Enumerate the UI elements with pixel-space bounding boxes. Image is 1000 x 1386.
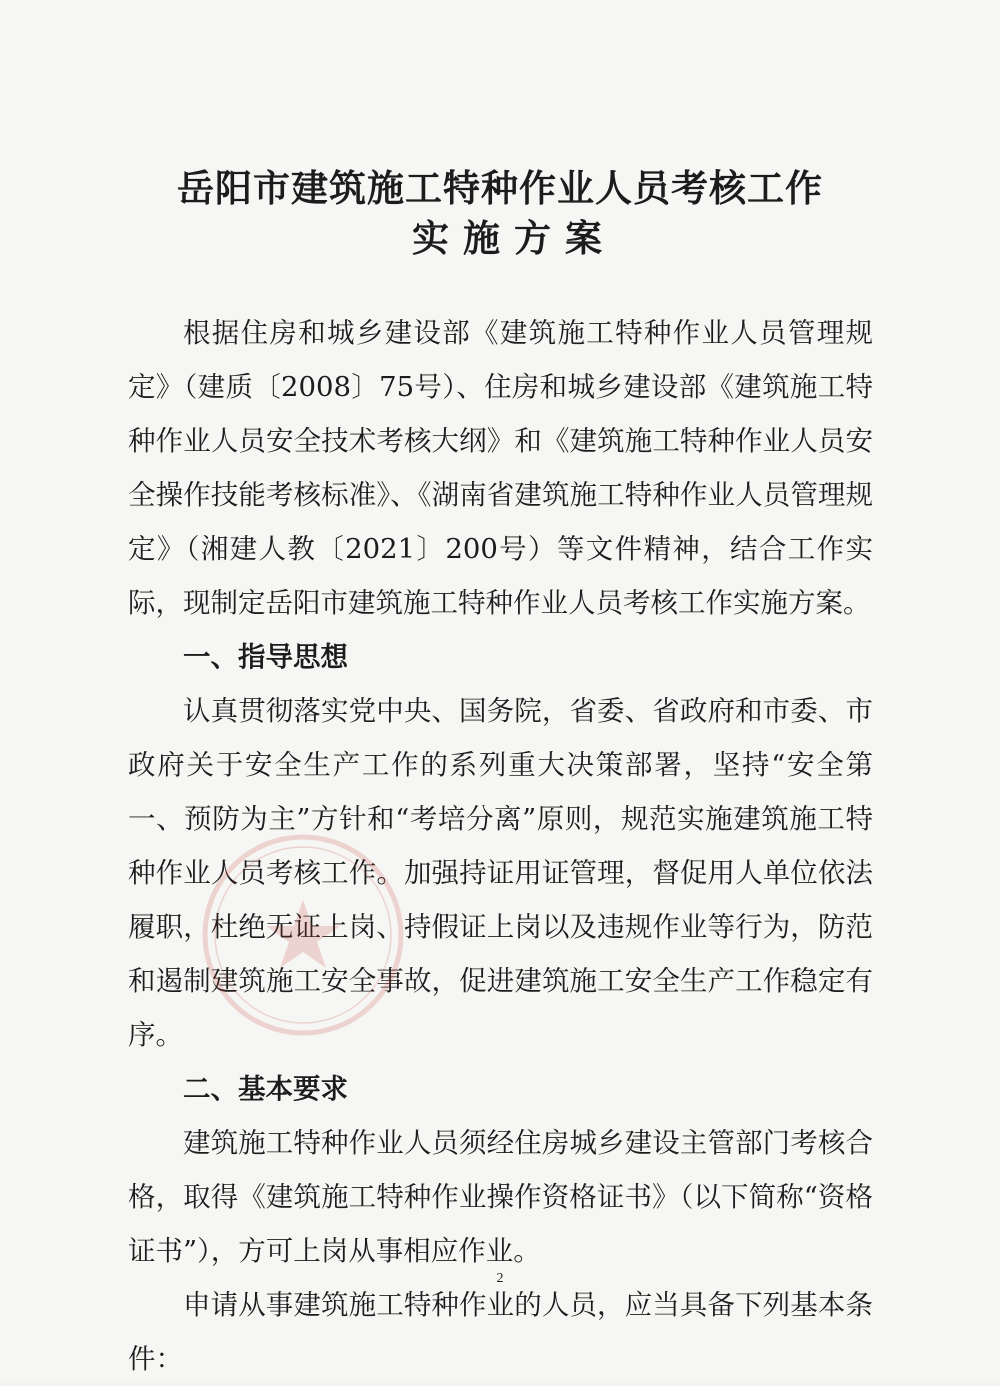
section2-paragraph-1: 建筑施工特种作业人员须经住房城乡建设主管部门考核合格，取得《建筑施工特种作业操作资格证书》（以下简称“资格证书”），方可上岗从事相应作业。 [128,1127,873,1267]
section1-paragraph: 认真贯彻落实党中央、国务院，省委、省政府和市委、市政府关于安全生产工作的系列重大决策部署，坚持“安全第一、预防为主”方针和“考培分离”原则，规范实施建筑施工特种作业人员考核工作。加强持证用证管理，督促用人单位依法履职，杜绝无证上岗、持假证上岗以及违规作业等行为，防范和遏制建筑施工安全事故，促进建筑施工安全生产工作稳定有序。 [128,695,873,1051]
section2-paragraph-2: 申请从事建筑施工特种作业的人员，应当具备下列基本条件： [128,1289,873,1375]
document-title-line2: 实施方案 [412,217,616,260]
section1-heading: 一、指导思想 [183,641,348,673]
document-body [128,306,873,1386]
section2-heading: 二、基本要求 [183,1073,348,1105]
intro-paragraph: 根据住房和城乡建设部《建筑施工特种作业人员管理规定》（建质〔2008〕75号）、住房和城乡建设部《建筑施工特种作业人员安全技术考核大纲》和《建筑施工特种作业人员安全操作技能考核标准》、《湖南省建筑施工特种作业人员管理规定》（湘建人教〔2021〕200号）等文件精神，结合工作实际，现制定岳阳市建筑施工特种作业人员考核工作实施方案。 [128,317,873,619]
document-title-line1: 岳阳市建筑施工特种作业人员考核工作 [177,167,823,210]
page-number: 2 [496,1271,504,1286]
